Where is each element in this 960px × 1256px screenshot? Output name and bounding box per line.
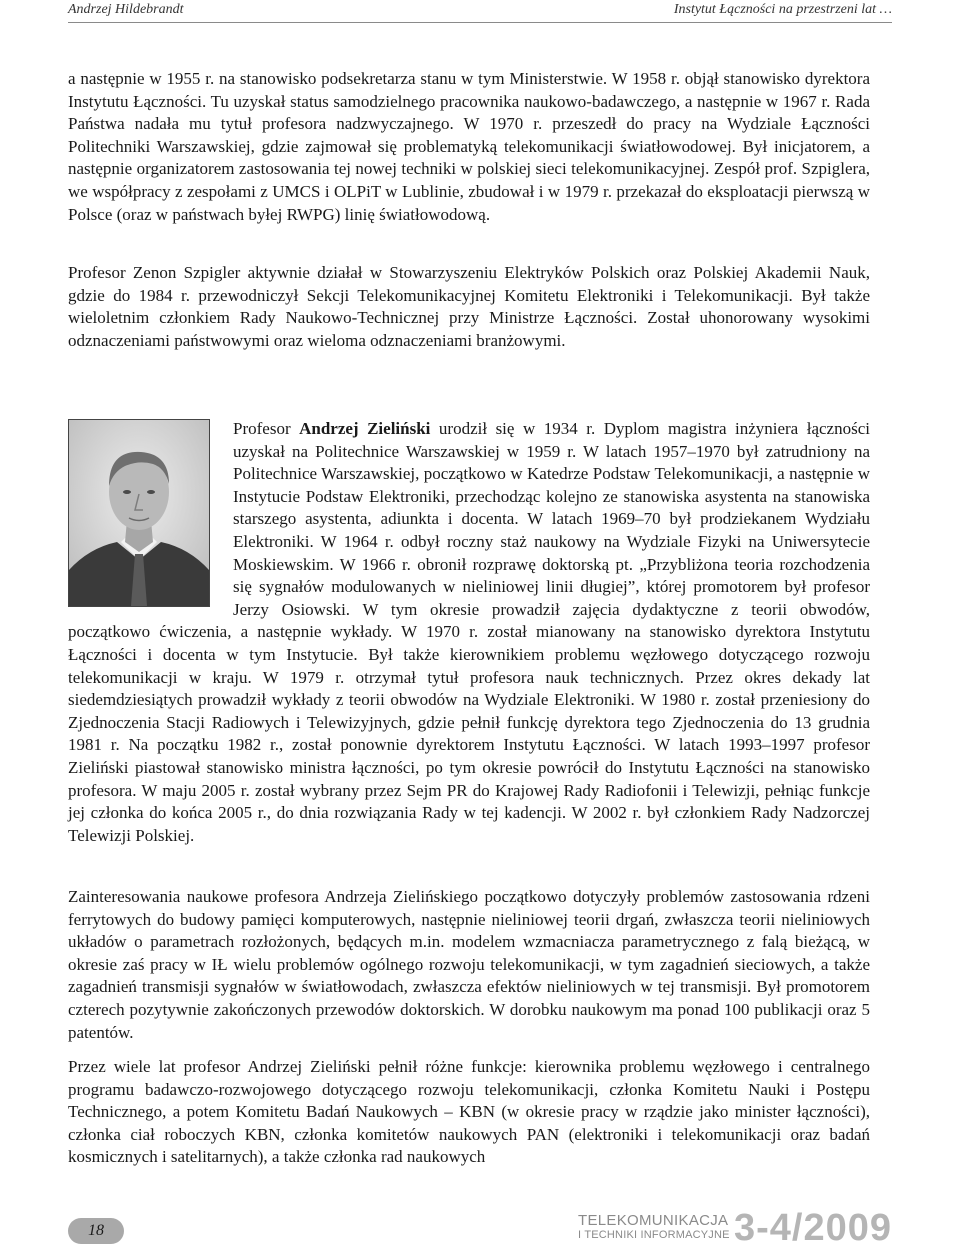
- header-author: Andrzej Hildebrandt: [68, 2, 184, 17]
- paragraph-szpigler-activity: [68, 262, 870, 352]
- paragraph-zielinski-bio: [68, 418, 870, 847]
- header-title: Instytut Łączności na przestrzeni lat …: [673, 2, 892, 17]
- portrait-photo: [68, 419, 210, 607]
- paragraph-functions: [68, 1056, 870, 1169]
- portrait-image: [69, 420, 209, 606]
- page-footer: [0, 1190, 960, 1256]
- page-number-badge: 18: [68, 1218, 124, 1244]
- paragraph-text: Przez wiele lat profesor Andrzej Zieliński pełnił różne funkcje: kierownika problemu węzłowego i centralnego programu badawczo-rozwojowego dotyczącego rozwoju telekomunikacji, członka Komitetu Nauki i Postępu Technicznego, a potem Komitetu Badań Naukowych – KBN (w okresie pracy w rządzie jako minister łączności), członka ciał roboczych KBN, członka komitetów naukowych PAN (elektroniki i telekomunikacji oraz badań kosmicznych i satelitarnych), a także członka rad naukowych: [68, 1057, 870, 1167]
- paragraph-text: a następnie w 1955 r. na stanowisko podsekretarza stanu w tym Ministerstwie. W 1958 r. objął stanowisko dyrektora Instytutu Łączności. Tu uzyskał status samodzielnego pracownika naukowo-badawczego, a następnie w 1967 r. Rada Państwa nadała mu tytuł profesora nadzwyczajnego. W 1970 r. przeszedł do pracy na Wydziale Łączności Politechniki Warszawskiej, gdzie zajmował się problematyką telekomunikacji światłowodowej. Był inicjatorem, a następnie organizatorem zastosowania tej nowej techniki w polskiej sieci telekomunikacyjnej. Zespół prof. Szpiglera, we współpracy z zespołami z UMCS i OLPiT w Lublinie, zbudował i w 1979 r. przekazał do eksploatacji pierwszą w Polsce (oraz w państwach byłej RWPG) linię światłowodową.: [68, 69, 870, 224]
- journal-name: [578, 1214, 730, 1242]
- running-header: [68, 0, 892, 23]
- paragraph-research-interests: [68, 886, 870, 1044]
- journal-line-2: I TECHNIKI INFORMACYJNE: [578, 1229, 730, 1241]
- text-body: urodził się w 1934 r. Dyplom magistra inżyniera łączności uzyskał na Politechnice Warszawskiej w 1959 r. W latach 1957–1970 był zatrudniony na Politechnice Warszawskiej, początkowo w Katedrze Podstaw Telekomunikacji, a następnie w Instytucie Podstaw Elektroniki, przechodząc kolejno ze stanowiska asystenta na stanowiska starszego asystenta, adiunkta i docenta. W latach 1969–70 był prodziekanem Wydziału Elektroniki. W 1964 r. odbył roczny staż naukowy na Wydziale Fizyki na Uniwersytecie Moskiewskim. W 1966 r. obronił rozprawę doktorską pt. „Przybliżona teoria rozchodzenia się sygnałów modulowanych w nieliniowej linii długiej”, której promotorem był profesor Jerzy Osiowski. W tym okresie prowadził zajęcia dydaktyczne z teorii obwodów, początkowo ćwiczenia, a następnie wykłady. W 1970 r. został mianowany na stanowisko dyrektora Instytutu Łączności i docenta w tym Instytucie. Był także kierownikiem problemu węzłowego dotyczącego rozwoju telekomunikacji w kraju. W 1979 r. otrzymał tytuł profesora nauk technicznych. Przez okres dekady lat siedemdziesiątych prowadził wykłady z teorii obwodów na Wydziale Elektroniki. W 1980 r. został przeniesiony do Zjednoczenia Stacji Radiowych i Telewizyjnych, gdzie pełnił funkcję dyrektora tego Zjednoczenia do 13 grudnia 1981 r. Na początku 1982 r., został ponownie dyrektorem Instytutu Łączności. W latach 1993–1997 profesor Zieliński piastował stanowisko ministra łączności, po tym okresie powrócił do Instytutu Łączności na stanowisko profesora. W maju 2005 r. został wybrany przez Sejm PR do Krajowej Rady Radiofonii i Telewizji, pełniąc funkcje jej członka do końca 2005 r., do dnia rozwiązania Rady w tej kadencji. W 2002 r. był członkiem Rady Nadzorczej Telewizji Polskiej.: [68, 419, 870, 845]
- issue-number: 3-4/2009: [734, 1207, 893, 1249]
- person-name: Andrzej Zieliński: [299, 419, 431, 438]
- paragraph-text: Profesor Zenon Szpigler aktywnie działał w Stowarzyszeniu Elektryków Polskich oraz Polskiej Akademii Nauk, gdzie do 1984 r. przewodniczył Sekcji Telekomunikacyjnej Komitetu Elektroniki i Telekomunikacji. Był także wieloletnim członkiem Rady Naukowo-Technicznej przy Ministrze Łączności. Został uhonorowany wysokimi odznaczeniami państwowymi oraz wieloma odznaczeniami branżowymi.: [68, 263, 870, 350]
- paragraph-text: Zainteresowania naukowe profesora Andrzeja Zielińskiego początkowo dotyczyły problemów zastosowania rdzeni ferrytowych do budowy pamięci komputerowych, następnie nieliniowej teorii drgań, zwłaszcza teorii nieliniowych układów o parametrach rozłożonych, będących m.in. modelem wzmacniacza parametrycznego z falą bieżącą, w okresie zaś pracy w IŁ wielu problemów ogólnego rozwoju telekomunikacji, w tym zagadnień sieciowych, a także zagadnień transmisji sygnałów w światłowodach, zwłaszcza efektów nieliniowych w tej transmisji. Był promotorem czterech pozytywnie zakończonych przewodów doktorskich. W dorobku naukowym ma ponad 100 publikacji oraz 5 patentów.: [68, 887, 870, 1042]
- text-prefix: Profesor: [233, 419, 300, 438]
- paragraph-szpigler-career: [68, 68, 870, 226]
- journal-line-1: TELEKOMUNIKACJA: [578, 1212, 729, 1229]
